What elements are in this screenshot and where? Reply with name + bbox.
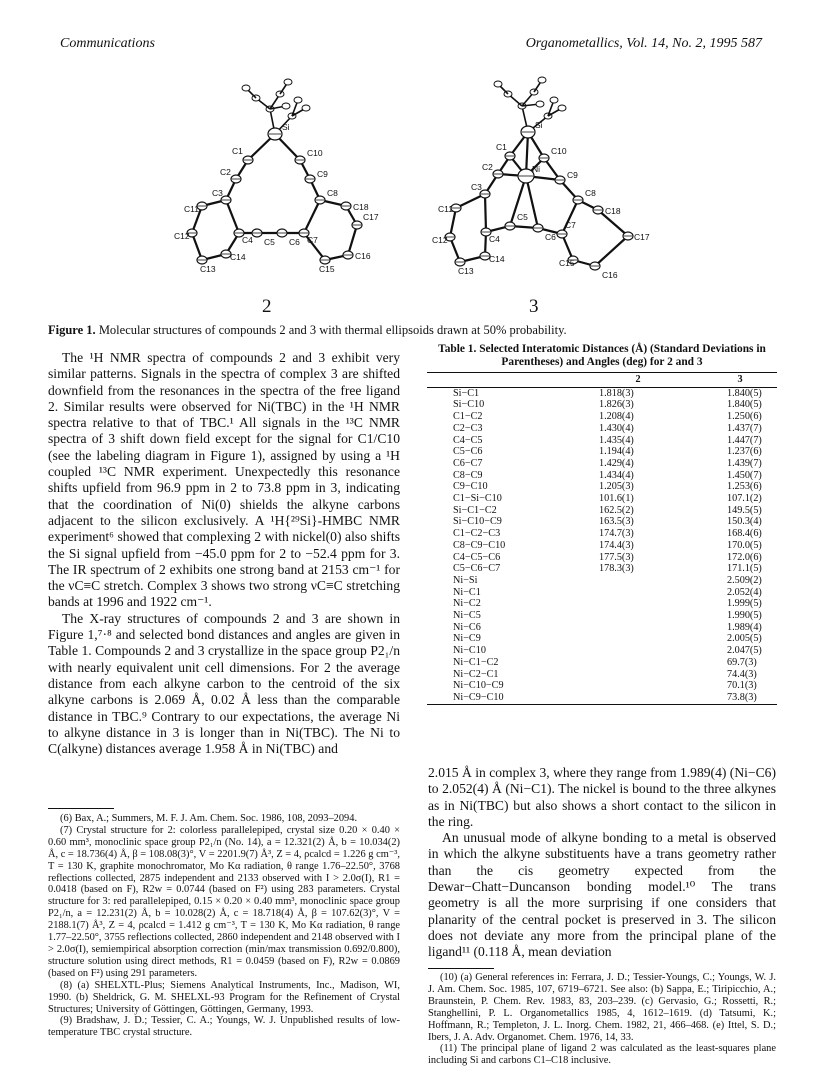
compound-2-atom-label: C10	[307, 148, 323, 158]
compound-2-bond	[226, 200, 239, 233]
table-header-compound-2: 2	[573, 373, 703, 388]
table-row	[427, 669, 777, 681]
table-header-compound-3: 3	[703, 373, 777, 388]
compound-2-atom-label: C17	[363, 212, 379, 222]
table-cell-label: C1−Si−C10	[453, 493, 502, 505]
table-cell-label: Ni−C10	[453, 645, 486, 657]
table-row	[427, 387, 777, 399]
compound-3-atom-label: C13	[458, 266, 474, 276]
table-row	[427, 622, 777, 634]
compound-3-substituent-atom	[536, 101, 544, 107]
table-cell-label: C4−C5−C6	[453, 551, 501, 563]
table-cell-label: Ni−Si	[453, 574, 478, 586]
paragraph-nmr: The ¹H NMR spectra of compounds 2 and 3 exhibit very similar patterns. Signals in the spectra of complex 3 are shifted downfield from the resonances in the spectra of the free ligand 2. Similar results were observed for Ni(TBC) in the ¹H NMR spectra relative to that of TBC.¹ All signals in the ¹³C NMR spectra of 3 shift down field except for the signal for C1/C10 (see the labeling diagram in Figure 1), assigned by using a ¹H coupled ¹³C NMR experiment. Unexpectedly this resonance shifts upfield from 96.9 ppm in 2 to 73.8 ppm in 3, indicating that the coordination of Ni(0) shields the alkyne carbons adjacent to the silicon exclusively. A ¹H{²⁹Si}-HMBC NMR experiment⁶ showed that complexing 2 with nickel(0) also shifts the Si signal upfield from −45.0 ppm for 2 to −52.4 ppm for 3. The IR spectrum of 2 exhibits one strong band at 2153 cm⁻¹ for the νC≡C stretch. Complex 3 shows two strong νC≡C stretching bands at 1996 and 1922 cm⁻¹.	[48, 350, 400, 610]
molecular-structures-figure	[130, 64, 690, 289]
compound-3-atom-label: C6	[545, 232, 556, 242]
compound-2-atom-label: C5	[264, 237, 275, 247]
table-cell-compound-2: 1.826(3)	[599, 399, 634, 411]
compound-3-atom-label: C5	[517, 212, 528, 222]
compound-2-atom-label: C4	[242, 235, 253, 245]
footnote-divider-right	[428, 968, 494, 969]
compound-2-substituent-atom	[282, 103, 290, 109]
table-cell-compound-2: 163.5(3)	[599, 516, 634, 528]
table-cell-compound-3: 170.0(5)	[727, 539, 762, 551]
compound-2-atom-label: C2	[220, 167, 231, 177]
footnote-divider-left	[48, 808, 114, 809]
table-cell-compound-2	[573, 587, 703, 599]
table-cell-compound-3: 1.439(7)	[727, 457, 762, 469]
right-column-body	[428, 765, 776, 961]
compound-2-atom-label: C13	[200, 264, 216, 274]
running-header-right: Organometallics, Vol. 14, No. 2, 1995 587	[525, 36, 762, 51]
table-row	[427, 552, 777, 564]
table-cell-compound-2	[573, 622, 703, 634]
table-cell-label: Si−C10−C9	[453, 516, 502, 528]
table-cell-compound-3: 1.237(6)	[727, 446, 762, 458]
footnote-6: (6) Bax, A.; Summers, M. F. J. Am. Chem. Soc. 1986, 108, 2093–2094.	[60, 813, 358, 824]
table-cell-compound-2	[573, 610, 703, 622]
table-cell-compound-3: 149.5(5)	[727, 504, 762, 516]
table-cell-compound-2: 1.208(4)	[599, 411, 634, 423]
table-cell-compound-3: 70.1(3)	[727, 680, 757, 692]
table-cell-label: Ni−C9−C10	[427, 692, 573, 704]
table-cell-compound-3: 1.253(6)	[727, 481, 762, 493]
compound-3-atom-label: C9	[567, 170, 578, 180]
paragraph-trans-geometry: An unusual mode of alkyne bonding to a metal is observed in which the alkyne substituents have a trans geometry rather than the cis geometry expected from the Dewar−Chatt−Duncanson bonding model.¹⁰ The trans geometry is all the more surprising if one considers that planarity of the central pocket is preserved in 3. The silicon does not deviate any more from the principal plane of the ligand¹¹ (0.118 Å, mean deviation	[428, 830, 776, 960]
compound-3-atom-label: C7	[565, 220, 576, 230]
table-cell-compound-2: 1.434(4)	[599, 469, 634, 481]
compound-2-substituent-atom	[294, 97, 302, 103]
table-cell-label: Ni−C10−C9	[453, 680, 504, 692]
table-row	[427, 575, 777, 587]
table-cell-label: Ni−C2−C1	[453, 668, 499, 680]
compound-2-substituent-atom	[284, 79, 292, 85]
table-cell-compound-2: 174.7(3)	[599, 528, 634, 540]
compound-label-2: 2	[262, 296, 272, 317]
table-cell-compound-3: 1.250(6)	[727, 411, 762, 423]
table-cell-compound-3: 1.437(7)	[727, 422, 762, 434]
compound-2-substituent-atom	[242, 85, 250, 91]
table-cell-compound-2	[573, 680, 703, 692]
table-row	[427, 657, 777, 669]
compound-3-atom-label: C1	[496, 142, 507, 152]
table-cell-label: Ni−C2	[453, 598, 481, 610]
table-cell-compound-2	[573, 575, 703, 587]
footnote-7: (7) Crystal structure for 2: colorless parallelepiped, crystal size 0.20 × 0.40 × 0.60 mm³, monoclinic space group P2₁/n (No. 14), a = 12.321(2) Å, b = 10.034(2) Å, c = 18.736(4) Å, β = 108.08(3)°, V = 2201.9(7) Å³, Z = 4, ρcalcd = 1.226 g cm⁻³, T = 130 K, graphite monochromator, Mo Kα radiation, θ range 1.76–22.50°, 3768 reflections collected, 2875 independent and 2133 observed with I > 2.0σ(I), R1 = 0.0418 (based on F), R2w = 0.0744 (based on F²) using 283 parameters. Crystal structure for 3: red parallelepiped, 0.15 × 0.20 × 0.40 mm³, monoclinic space group P2₁/n, a = 12.231(2) Å, b = 10.028(2) Å, c = 18.718(4) Å, β = 107.62(3)°, V = 2188.1(7) Å³, Z = 4, ρcalcd = 1.412 g cm⁻³, T = 130 K, Mo Kα radiation, θ range 1.77–22.50°, 3755 reflections collected, 2860 independent and 2148 observed with I > 2.0σ(I), semiempirical absorption correction (min/max transmission 0.692/0.800), structure solution using direct methods, R1 = 0.0459 (based on F), R2w = 0.0869 (based on F²) using 291 parameters.	[48, 824, 400, 979]
table-row	[427, 458, 777, 470]
table-cell-label: C9−C10	[453, 481, 488, 493]
compound-3-atom-label: C15	[559, 258, 575, 268]
distance-angle-table	[427, 372, 777, 705]
table-cell-compound-2: 1.205(3)	[599, 481, 634, 493]
table-cell-compound-2: 162.5(2)	[599, 504, 634, 516]
table-cell-label: C4−C5	[453, 434, 483, 446]
table-row	[427, 633, 777, 645]
table-row	[427, 411, 777, 423]
table-row	[427, 481, 777, 493]
table-caption: Table 1. Selected Interatomic Distances (Å) (Standard Deviations in Parentheses) and Angles (deg) for 2 and 3	[438, 343, 766, 368]
compound-label-3: 3	[529, 296, 539, 317]
table-cell-label: C1−C2	[453, 411, 483, 423]
table-cell-compound-2	[573, 692, 703, 704]
compound-3-atom-label: C10	[551, 146, 567, 156]
table-cell-compound-3: 1.999(5)	[727, 598, 762, 610]
compound-3-atom-label: Si	[535, 120, 543, 130]
compound-2-atom-label: Si	[282, 122, 290, 132]
compound-3-atom-label: C18	[605, 206, 621, 216]
left-column-body	[48, 350, 400, 757]
compound-3-atom-label: C3	[471, 182, 482, 192]
table-row	[427, 680, 777, 692]
table-cell-compound-2	[573, 657, 703, 669]
compound-2-atom-label: C1	[232, 146, 243, 156]
table-cell-label: C8−C9−C10	[453, 539, 506, 551]
table-cell-compound-3: 171.1(5)	[727, 563, 762, 575]
table-row	[427, 423, 777, 435]
compound-3-atom-label: C16	[602, 270, 618, 280]
compound-2-bond	[304, 200, 320, 233]
table-row	[427, 692, 777, 704]
structure-compound-3	[432, 77, 650, 280]
table-cell-label: Ni−C6	[453, 621, 481, 633]
structure-compound-2	[174, 79, 379, 274]
table-row	[427, 563, 777, 575]
compound-3-atom-label: C4	[489, 234, 500, 244]
table-cell-compound-3: 150.3(4)	[727, 516, 762, 528]
table-1	[427, 343, 777, 705]
table-row	[427, 610, 777, 622]
table-cell-compound-3: 1.840(5)	[727, 399, 762, 411]
table-row	[427, 598, 777, 610]
compound-3-bond	[485, 194, 486, 232]
table-cell-compound-3: 73.8(3)	[703, 692, 777, 704]
table-row	[427, 446, 777, 458]
footnote-11: (11) The principal plane of ligand 2 was calculated as the least-squares plane including Si and carbons C1–C18 inclusive.	[428, 1043, 776, 1067]
table-cell-compound-2	[573, 633, 703, 645]
table-header-label	[427, 373, 573, 388]
compound-3-atom-label: C12	[432, 235, 448, 245]
compound-2-atom-label: C16	[355, 251, 371, 261]
table-cell-compound-2: 1.194(4)	[599, 446, 634, 458]
table-cell-compound-3: 69.7(3)	[727, 656, 757, 668]
compound-3-substituent-atom	[494, 81, 502, 87]
footnotes-left	[48, 813, 400, 1039]
table-cell-compound-3: 168.4(6)	[727, 528, 762, 540]
table-cell-compound-3: 1.990(5)	[727, 610, 762, 622]
compound-2-atom-label: C3	[212, 188, 223, 198]
table-cell-label: C1−C2−C3	[453, 528, 501, 540]
table-cell-label: Si−C1	[453, 387, 480, 399]
table-cell-label: Ni−C5	[453, 610, 481, 622]
table-cell-compound-2: 1.435(4)	[599, 434, 634, 446]
table-cell-compound-2	[573, 598, 703, 610]
table-row	[427, 528, 777, 540]
footnote-9: (9) Bradshaw, J. D.; Tessier, C. A.; Youngs, W. J. Unpublished results of low-temperature TBC crystal structure.	[48, 1015, 400, 1039]
table-cell-compound-3: 2.509(2)	[727, 574, 762, 586]
table-cell-compound-3: 2.047(5)	[727, 645, 762, 657]
compound-3-bond	[595, 236, 628, 266]
table-row	[427, 493, 777, 505]
compound-3-substituent-atom	[558, 105, 566, 111]
table-cell-compound-3: 74.4(3)	[727, 668, 757, 680]
table-cell-label: C5−C6	[453, 446, 483, 458]
compound-3-atom-label: C14	[489, 254, 505, 264]
footnote-10: (10) (a) General references in: Ferrara, J. D.; Tessier-Youngs, C.; Youngs, W. J. J. Am. Chem. Soc. 1985, 107, 6719–6721. See also: (b) Sappa, E.; Tiripicchio, A.; Braunstein, P. Chem. Rev. 1983, 83, 203–239. (c) Gervasio, G.; Rossetti, R.; Stanghellini, P. L. Organometallics 1985, 4, 1612–1619. (d) Tatsumi, K.; Hoffmann, R.; Templeton, J. L. Inorg. Chem. 1982, 21, 466–468. (e) Ittel, S. D.; Ibers, J. A. Adv. Organomet. Chem. 1976, 14, 33.	[428, 972, 776, 1043]
table-cell-compound-2: 1.818(3)	[599, 387, 634, 399]
table-row	[427, 587, 777, 599]
table-row	[427, 645, 777, 657]
compound-2-substituent-atom	[302, 105, 310, 111]
table-cell-compound-3: 2.052(4)	[727, 586, 762, 598]
table-cell-compound-3: 1.840(5)	[727, 387, 762, 399]
footnotes-right	[428, 972, 776, 1067]
paragraph-xray: The X-ray structures of compounds 2 and 3 are shown in Figure 1,⁷·⁸ and selected bond distances and angles are given in Table 1. Compounds 2 and 3 crystallize in the space group P2₁/n with nearly equivalent unit cell dimensions. For 2 the average distance from each alkyne carbon to the centroid of the six alkyne carbons is 2.069 Å, 0.02 Å less than the comparable distance in TBC.⁹ Contrary to our expectations, the average Ni to alkyne distance in 3 is longer than in Ni(TBC). The Ni to C(alkyne) distances average 1.958 Å in Ni(TBC) and	[48, 610, 400, 757]
table-row	[427, 540, 777, 552]
table-row	[427, 470, 777, 482]
table-cell-compound-3: 2.005(5)	[727, 633, 762, 645]
table-cell-label: C5−C6−C7	[453, 563, 501, 575]
table-cell-label: C2−C3	[453, 422, 483, 434]
table-cell-compound-2: 177.5(3)	[599, 551, 634, 563]
table-cell-compound-2	[573, 669, 703, 681]
footnote-8: (8) (a) SHELXTL-Plus; Siemens Analytical Instruments, Inc., Madison, WI, 1990. (b) Sheldrick, G. M. SHELXL-93 Program for the Refinement of Crystal Structures; University of Göttingen, Göttingen, Germany, 1993.	[48, 979, 400, 1015]
compound-2-atom-label: C12	[174, 231, 190, 241]
table-row	[427, 399, 777, 411]
compound-3-atom-label: Ni	[532, 164, 541, 174]
compound-3-atom-label: C2	[482, 162, 493, 172]
table-cell-label: Si−C1−C2	[453, 504, 497, 516]
compound-2-atom-label: C14	[230, 252, 246, 262]
table-cell-label: Si−C10	[453, 399, 485, 411]
table-cell-compound-2: 178.3(3)	[599, 563, 634, 575]
compound-2-atom-label: C8	[327, 188, 338, 198]
table-cell-compound-2: 1.429(4)	[599, 457, 634, 469]
table-cell-compound-2	[573, 645, 703, 657]
compound-3-atom-label: C8	[585, 188, 596, 198]
compound-2-atom-label: C7	[307, 235, 318, 245]
table-cell-compound-3: 1.450(7)	[727, 469, 762, 481]
table-cell-compound-3: 1.447(7)	[727, 434, 762, 446]
table-cell-label: Ni−C1−C2	[453, 656, 499, 668]
table-cell-label: Ni−C9	[453, 633, 481, 645]
table-cell-label: C6−C7	[453, 457, 483, 469]
compound-2-atom-label: C15	[319, 264, 335, 274]
compound-2-atom-label: C18	[353, 202, 369, 212]
table-cell-compound-2: 101.6(1)	[599, 493, 634, 505]
table-cell-label: C8−C9	[453, 469, 483, 481]
running-header-left: Communications	[60, 36, 155, 51]
compound-3-atom-label: C11	[438, 204, 453, 214]
table-row	[427, 435, 777, 447]
table-cell-compound-3: 172.0(6)	[727, 551, 762, 563]
compound-2-atom-label: C11	[184, 204, 199, 214]
figure-caption-label: Figure 1.	[48, 323, 96, 337]
table-cell-compound-3: 107.1(2)	[727, 493, 762, 505]
table-cell-compound-2: 174.4(3)	[599, 539, 634, 551]
table-cell-compound-2: 1.430(4)	[599, 422, 634, 434]
compound-3-substituent-atom	[550, 97, 558, 103]
figure-caption-text: Molecular structures of compounds 2 and 3 with thermal ellipsoids drawn at 50% probability.	[98, 323, 567, 337]
table-row	[427, 516, 777, 528]
compound-3-atom-label: C17	[634, 232, 650, 242]
paragraph-nickel-distances: 2.015 Å in complex 3, where they range from 1.989(4) (Ni−C6) to 2.052(4) Å (Ni−C1). The nickel is bound to the three alkynes as in Ni(TBC) but also shows a short contact to the silicon in the ring.	[428, 765, 776, 829]
figure-caption	[48, 323, 788, 338]
table-row	[427, 505, 777, 517]
compound-2-atom-label: C6	[289, 237, 300, 247]
table-cell-label: Ni−C1	[453, 586, 481, 598]
table-cell-compound-3: 1.989(4)	[727, 621, 762, 633]
compound-2-atom-label: C9	[317, 169, 328, 179]
compound-3-substituent-atom	[538, 77, 546, 83]
